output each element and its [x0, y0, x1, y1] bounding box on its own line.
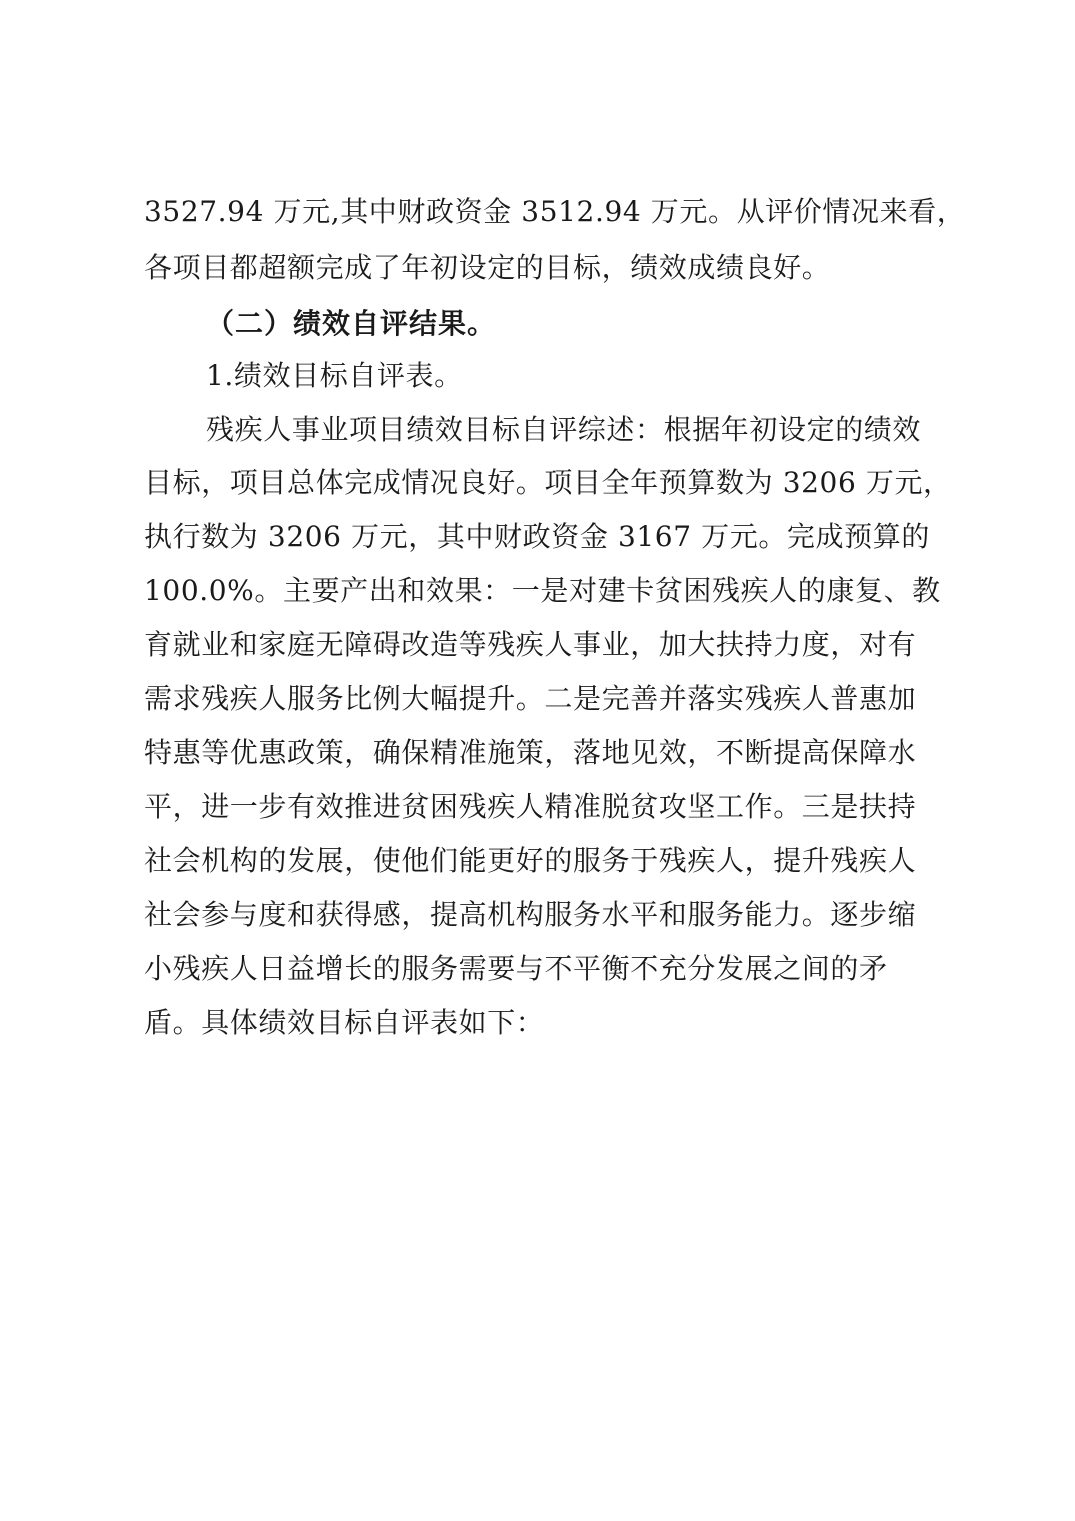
paragraph-2-line-5: 育就业和家庭无障碍改造等残疾人事业，加大扶持力度，对有	[144, 628, 917, 661]
paragraph-2-line-11: 小残疾人日益增长的服务需要与不平衡不充分发展之间的矛	[144, 952, 888, 985]
paragraph-2-line-1: 残疾人事业项目绩效目标自评综述：根据年初设定的绩效	[206, 413, 922, 446]
paragraph-2-line-8: 平，进一步有效推进贫困残疾人精准脱贫攻坚工作。三是扶持	[144, 790, 917, 823]
paragraph-2-line-4: 100.0%。主要产出和效果：一是对建卡贫困残疾人的康复、教	[144, 574, 941, 607]
paragraph-2-line-9: 社会机构的发展，使他们能更好的服务于残疾人，提升残疾人	[144, 844, 917, 877]
paragraph-1-line-1: 3527.94 万元,其中财政资金 3512.94 万元。从评价情况来看，	[144, 195, 966, 228]
paragraph-2-line-7: 特惠等优惠政策，确保精准施策，落地见效，不断提高保障水	[144, 736, 917, 769]
paragraph-2-line-2: 目标，项目总体完成情况良好。项目全年预算数为 3206 万元，	[144, 466, 952, 499]
paragraph-2-line-10: 社会参与度和获得感，提高机构服务水平和服务能力。逐步缩	[144, 898, 917, 931]
paragraph-1-line-2: 各项目都超额完成了年初设定的目标，绩效成绩良好。	[144, 251, 831, 284]
section-heading: （二）绩效自评结果。	[206, 307, 497, 340]
paragraph-2-line-6: 需求残疾人服务比例大幅提升。二是完善并落实残疾人普惠加	[144, 682, 917, 715]
subsection-heading: 1.绩效目标自评表。	[206, 359, 463, 392]
paragraph-2-line-12: 盾。具体绩效目标自评表如下：	[144, 1006, 545, 1039]
paragraph-2-line-3: 执行数为 3206 万元，其中财政资金 3167 万元。完成预算的	[144, 520, 930, 553]
